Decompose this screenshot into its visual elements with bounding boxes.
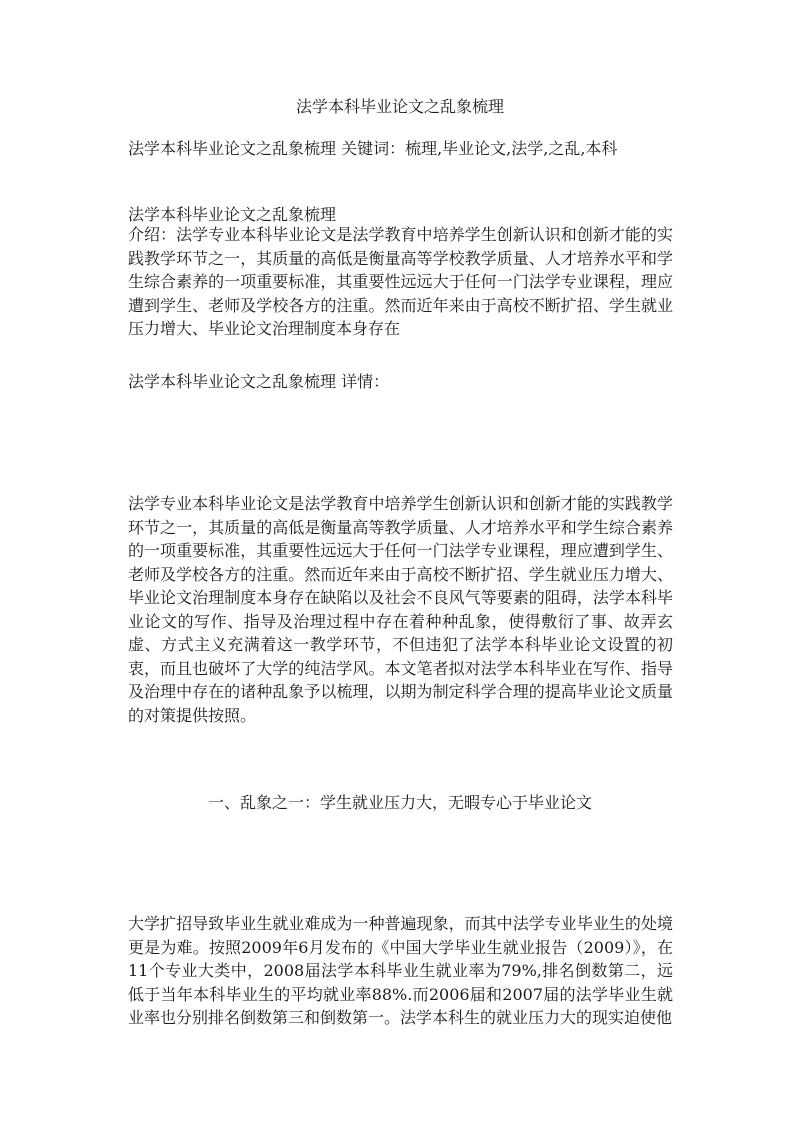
- body-paragraph: 法学专业本科毕业论文是法学教育中培养学生创新认识和创新才能的实践教学环节之一，其质量的高低是衡量高等教学质量、人才培养水平和学生综合素养的一项重要标准，其重要性远远大于任何一门法学专业课程，理应遭到学生、老师及学校各方的注重。然而近年来由于高校不断扩招、学生就业压力增大、毕业论文治理制度本身存在缺陷以及社会不良风气等要素的阻碍，法学本科毕业论文的写作、指导及治理过程中存在着种种乱象，使得敷衍了事、故弄玄虚、方式主义充满着这一教学环节，不但违犯了法学本科毕业论文设置的初衷，而且也破坏了大学的纯洁学风。本文笔者拟对法学本科毕业在写作、指导及治理中存在的诸种乱象予以梳理，以期为制定科学合理的提高毕业论文质量的对策提供按照。: [128, 494, 673, 725]
- intro-title: 法学本科毕业论文之乱象梳理: [128, 205, 337, 224]
- section-heading: 一、乱象之一：学生就业压力大，无暇专心于毕业论文: [207, 793, 592, 812]
- details-label: 法学本科毕业论文之乱象梳理 详情：: [128, 372, 390, 391]
- document-title: 法学本科毕业论文之乱象梳理: [295, 97, 504, 116]
- intro-text: 介绍：法学专业本科毕业论文是法学教育中培养学生创新认识和创新才能的实践教学环节之一，其质量的高低是衡量高等学校教学质量、人才培养水平和学生综合素养的一项重要标准，其重要性远远大于任何一门法学专业课程，理应遭到学生、老师及学校各方的注重。然而近年来由于高校不断扩招、学生就业压力增大、毕业论文治理制度本身存在: [128, 225, 673, 338]
- keywords-line: 法学本科毕业论文之乱象梳理 关键词：梳理,毕业论文,法学,之乱,本科: [128, 139, 618, 158]
- section-paragraph: 大学扩招导致毕业生就业难成为一种普遍现象，而其中法学专业毕业生的处境更是为难。按照2009年6月发布的《中国大学毕业生就业报告（2009）》，在11个专业大类中，2008届法学本科毕业生就业率为79%,排名倒数第二，远低于当年本科毕业生的平均就业率88%.而2006届和2007届的法学毕业生就业率也分别排名倒数第三和倒数第一。法学本科生的就业压力大的现实迫使他: [128, 914, 673, 1027]
